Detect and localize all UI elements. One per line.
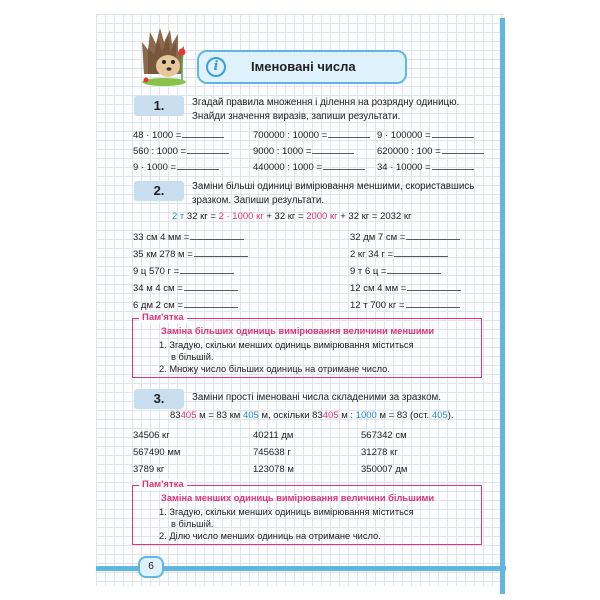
task-1-exercise[interactable]: 48 · 1000 = (133, 128, 224, 141)
task-1-exercise[interactable]: 700000 : 10000 = (253, 128, 370, 141)
info-icon: i (206, 57, 226, 77)
task-2-text-line2: зразком. Запиши результати. (192, 195, 325, 206)
hedgehog-illustration (138, 24, 190, 86)
page-frame-right (500, 18, 505, 594)
memo-1-item-2: 2. Множу число більших одиниць на отримане число. (159, 364, 390, 374)
task-1-text-line1: Згадай правила множення і ділення на розрядну одиницю. (192, 97, 460, 108)
task-3-sample: 83405 м = 83 км 405 м, оскільки 83405 м : 1000 м = 83 (ост. 405). (170, 410, 454, 421)
task-1-exercise[interactable]: 9 · 100000 = (377, 128, 474, 141)
task-1-badge: 1. (134, 96, 184, 116)
task-2-exercise[interactable]: 9 т 6 ц = (350, 264, 441, 277)
task-2-exercise[interactable]: 9 ц 570 г = (133, 264, 234, 277)
task-3-exercise[interactable]: 3789 кг (133, 464, 165, 475)
topic-header (197, 50, 407, 84)
task-1-instructions (192, 96, 459, 124)
task-3-exercise[interactable]: 567342 см (361, 430, 407, 441)
task-3-exercise[interactable]: 31278 кг (361, 447, 398, 458)
task-2-badge: 2. (134, 181, 184, 201)
memo-2-label: Пам'ятка (139, 479, 187, 490)
memo-box-2 (132, 479, 482, 545)
topic-title: Іменовані числа (251, 59, 356, 74)
task-1-exercise[interactable]: 9000 : 1000 = (253, 144, 354, 157)
task-1-exercise[interactable]: 560 : 1000 = (133, 144, 229, 157)
memo-1-item-1: 1. Згадую, скільки менших одиниць вимірювання міститься в більшій. (159, 340, 414, 362)
task-1-exercise[interactable]: 34 · 10000 = (377, 160, 474, 173)
task-2-exercise[interactable]: 34 м 4 см = (133, 281, 238, 294)
task-2-exercise[interactable]: 12 см 4 мм = (350, 281, 461, 294)
task-2-exercise[interactable]: 33 см 4 мм = (133, 230, 244, 243)
task-3-exercise[interactable]: 123078 м (253, 464, 294, 475)
memo-1-title: Заміна більших одиниць вимірювання величини меншими (161, 326, 435, 336)
task-2-exercise[interactable]: 2 кг 34 г = (350, 247, 448, 260)
task-1-exercise[interactable]: 440000 : 1000 = (253, 160, 365, 173)
task-1-text-line2: Знайди значення виразів, запиши результати. (192, 111, 401, 122)
task-1-exercise[interactable]: 9 · 1000 = (133, 160, 219, 173)
task-3-exercise[interactable]: 40211 дм (253, 430, 294, 441)
task-2-exercise[interactable]: 12 т 700 кг = (350, 298, 460, 311)
task-2-text-line1: Заміни більші одиниці вимірювання меншими, скориставшись (192, 181, 475, 192)
task-2-exercise[interactable]: 6 дм 2 см = (133, 298, 238, 311)
task-1-exercise[interactable]: 620000 : 100 = (377, 144, 484, 157)
task-2-exercise[interactable]: 35 км 278 м = (133, 247, 248, 260)
task-2-exercise[interactable]: 32 дм 7 см = (350, 230, 460, 243)
task-3-instructions: Заміни прості іменовані числа складеними за зразком. (192, 392, 441, 403)
task-2-instructions (192, 180, 474, 208)
task-3-exercise[interactable]: 567490 мм (133, 447, 181, 458)
task-3-exercise[interactable]: 745638 г (253, 447, 291, 458)
memo-2-title: Заміна менших одиниць вимірювання величини більшими (161, 493, 435, 503)
task-3-exercise[interactable]: 350007 дм (361, 464, 408, 475)
task-3-badge: 3. (134, 389, 184, 409)
task-3-exercise[interactable]: 34506 кг (133, 430, 170, 441)
memo-2-item-1: 1. Згадую, скільки менших одиниць вимірювання міститься в більшій. (159, 507, 414, 529)
memo-box-1 (132, 312, 482, 378)
memo-1-label: Пам'ятка (139, 312, 187, 323)
page-number: 6 (138, 556, 164, 578)
task-2-sample: 2 т 32 кг = 2 · 1000 кг + 32 кг = 2000 кг + 32 кг = 2032 кг (172, 211, 412, 222)
memo-2-item-2: 2. Ділю число менших одиниць на отримане число. (159, 531, 381, 541)
